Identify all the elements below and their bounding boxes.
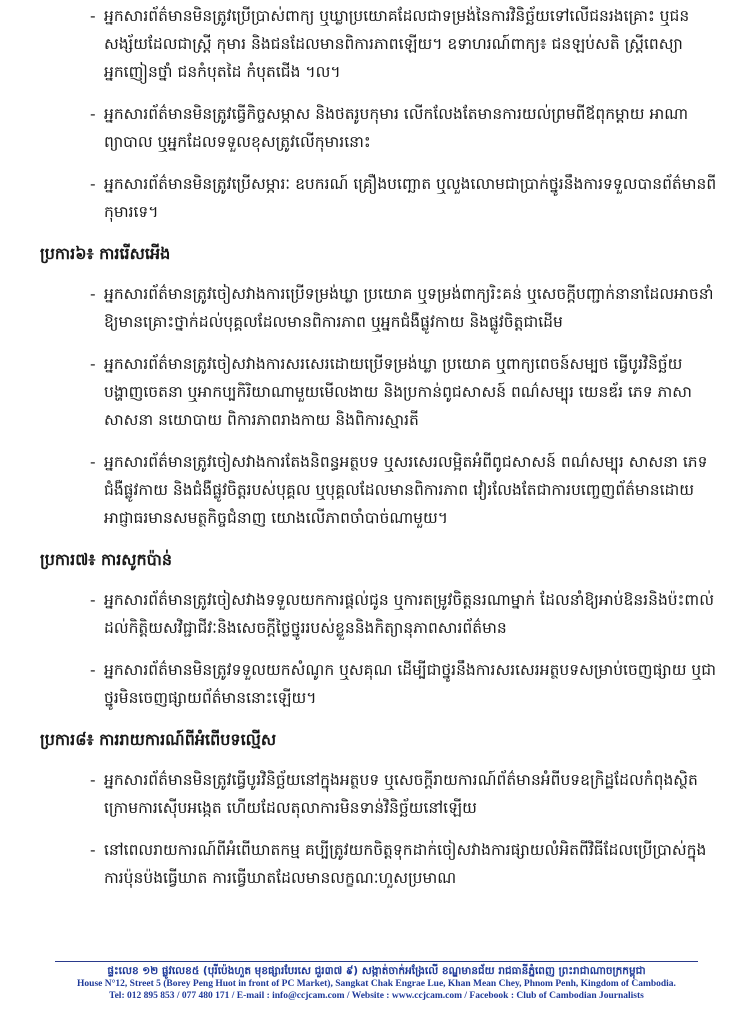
- list-item: [90, 766, 720, 822]
- bullet-dash: -: [90, 591, 96, 609]
- list-item-text: អ្នកសារព័ត៌មានមិនត្រូវទទួលយកសំណូក ឬសគុណ ដើម្បីជាថ្នូរនឹងការសរសេរអត្ថបទសម្រាប់ចេញផ្សាយ ឬជាថ្នូរមិនចេញផ្សាយព័ត៌មាននោះឡើយ។: [104, 661, 717, 707]
- bullet-dash: -: [90, 7, 96, 25]
- page-footer: [55, 961, 698, 1002]
- footer-contact: Tel: 012 895 853 / 077 480 171 / E-mail : info@ccjcam.com / Website : www.ccjcam.com / Facebook : Club of Cambodian Journalists: [109, 991, 644, 1001]
- section-article-6: [40, 240, 720, 532]
- list-item: [90, 170, 720, 226]
- list-item-text: អ្នកសារព័ត៌មានត្រូវចៀសវាងការតែងនិពន្ធអត្ថបទ ឬសរសេរលម្អិតអំពីពូជសាសន៍ ពណ៌សម្បុរ សាសនា ភេទ ជំងឺផ្លូវកាយ និងជំងឺផ្លូវចិត្តរបស់បុគ្គល ឬបុគ្គលដែលមានពិការភាព វៀរលែងតែជាការបញ្ចេញព័ត៌មានដោយអាជ្ញាធរមានសមត្ថកិច្ចជំនាញ យោងលើភាពចាំបាច់ណាមួយ។: [104, 453, 708, 527]
- list-item: [90, 448, 720, 532]
- list-item-text: អ្នកសារព័ត៌មានត្រូវចៀសវាងទទួលយកការផ្ដល់ជូន ឬការតម្រូវចិត្តនរណាម្នាក់ ដែលនាំឱ្យអាប់ឱនរនិងប៉ះពាល់ដល់កិត្តិយសវិជ្ជាជីវៈនិងសេចក្ដីថ្លៃថ្នូររបស់ខ្លួននិងកិត្យានុភាពសារព័ត៌មាន: [104, 591, 714, 637]
- list-item-text: អ្នកសារព័ត៌មានមិនត្រូវធ្វើបូរវិនិច្ឆ័យនៅក្នុងអត្ថបទ ឬសេចក្ដីរាយការណ៍ព័ត៌មានអំពីបទឧក្រិដ្ឋដែលកំពុងស្ថិតក្រោមការស៊ើបអង្កេត ហើយដែលតុលាការមិនទាន់វិនិច្ឆ័យនៅឡើយ: [104, 771, 698, 817]
- document-body: [40, 2, 720, 906]
- list-item: [90, 656, 720, 712]
- bullet-dash: -: [90, 453, 96, 471]
- list-item: [90, 280, 720, 336]
- section-heading: ប្រការ៦៖ ការរើសអើង: [40, 244, 171, 263]
- list-item-text: អ្នកសារព័ត៌មានត្រូវចៀសវាងការសរសេរដោយប្រើទម្រង់ឃ្លា ប្រយោគ ឬពាក្យពេចន៍សម្បថ ធ្វើបូរវិនិច្ឆ័យ បង្ហាញចេតនា ឬអាកប្បកិរិយាណាមួយមើលងាយ និងប្រកាន់ពូជសាសន៍ ពណ៌សម្បុរ យេនឌ័រ ភេទ ភាសា សាសនា នយោបាយ ពិការភាពរាងកាយ និងពិការស្មារតី: [104, 355, 692, 429]
- section-heading: ប្រការ៧៖ ការសូកប៉ាន់: [40, 550, 173, 569]
- list-item: [90, 586, 720, 642]
- bullet-dash: -: [90, 175, 96, 193]
- list-item: [90, 836, 720, 892]
- section-continuation: [40, 2, 720, 226]
- list-item-text: អ្នកសារព័ត៌មានមិនត្រូវប្រើប្រាស់ពាក្យ ឬឃ្លាប្រយោគដែលជាទម្រង់នៃការវិនិច្ឆ័យទៅលើជនរងគ្រោះ ឬជនសង្ស័យដែលជាស្ត្រី កុមារ និងជនដែលមានពិការភាពឡើយ។ ឧទាហរណ៍ពាក្យ៖ ជនឡប់សតិ ស្ត្រីពេស្យា អ្នកញៀនថ្នាំ ជនកំបុតដៃ កំបុតជើង ។ល។: [104, 7, 690, 81]
- bullet-dash: -: [90, 771, 96, 789]
- section-article-8: [40, 726, 720, 892]
- section-heading: ប្រការ៨៖ ការរាយការណ៍ពីអំពើបទល្មើស: [40, 730, 277, 749]
- footer-address-khmer: ផ្ទះលេខ ១២ ផ្លូវលេខ៥ (បុរីប៉េងហួត មុខផ្សារបែរសេ ជួរ៣៧ ៩) សង្កាត់ចាក់អង្រែលើ ខណ្ឌមានជ័យ រាជធានីភ្នំពេញ ព្រះរាជាណាចក្រកម្ពុជា: [107, 965, 646, 977]
- list-item-text: អ្នកសារព័ត៌មានត្រូវចៀសវាងការប្រើទម្រង់ឃ្លា ប្រយោគ ឬទម្រង់ពាក្យរិះគន់ ឬសេចក្ដីបញ្ជាក់នានាដែលអាចនាំឱ្យមានគ្រោះថ្នាក់ដល់បុគ្គលដែលមានពិការភាព ឬអ្នកជំងឺផ្លូវកាយ និងផ្លូវចិត្តជាដើម: [104, 285, 714, 331]
- bullet-dash: -: [90, 661, 96, 679]
- list-item-text: អ្នកសារព័ត៌មានមិនត្រូវប្រើសម្ភារៈ ឧបករណ៍ គ្រឿងបញ្ឆោត ឬលួងលោមជាប្រាក់ថ្នូរនឹងការទទួលបានព័ត៌មានពីកុមារទេ។: [104, 175, 717, 221]
- list-item: [90, 350, 720, 434]
- bullet-dash: -: [90, 105, 96, 123]
- bullet-dash: -: [90, 355, 96, 373]
- list-item: [90, 100, 720, 156]
- bullet-dash: -: [90, 285, 96, 303]
- section-article-7: [40, 546, 720, 712]
- list-item-text: នៅពេលរាយការណ៍ពីអំពើឃាតកម្ម គប្បីត្រូវយកចិត្តទុកដាក់ចៀសវាងការផ្សាយលំអិតពីវិធីដែលប្រើប្រាស់ក្នុងការប៉ុនប៉ងធ្វើឃាត ការធ្វើឃាតដែលមានលក្ខណៈហួសប្រមាណ: [104, 841, 707, 887]
- list-item-text: អ្នកសារព័ត៌មានមិនត្រូវធ្វើកិច្ចសម្ភាស និងថតរូបកុមារ លើកលែងតែមានការយល់ព្រមពីឪពុកម្ដាយ អាណាព្យាបាល ឬអ្នកដែលទទួលខុសត្រូវលើកុមារនោះ: [104, 105, 689, 151]
- footer-address-english: House N°12, Street 5 (Borey Peng Huot in front of PC Market), Sangkat Chak Engrae Lue, Khan Mean Chey, Phnom Penh, Kingdom of Cambodia.: [77, 979, 676, 989]
- list-item: [90, 2, 720, 86]
- bullet-dash: -: [90, 841, 96, 859]
